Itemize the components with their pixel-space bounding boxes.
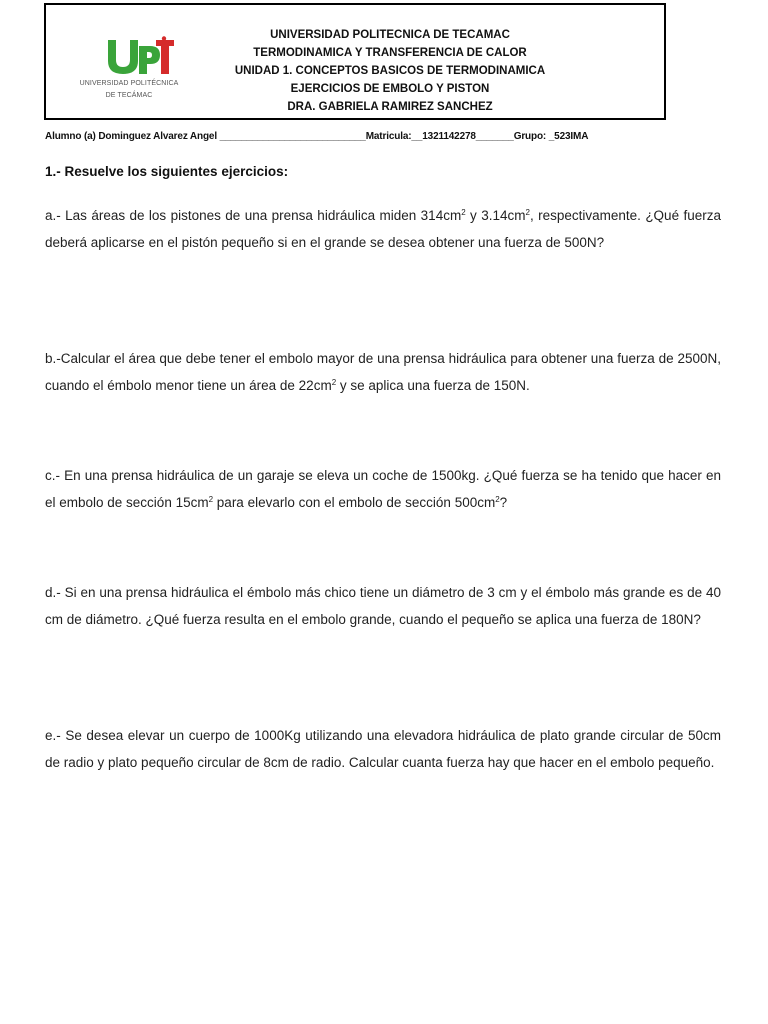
exercise-c-superscript-2: 2 [495, 494, 500, 504]
exercise-e: e.- Se desea elevar un cuerpo de 1000Kg utilizando una elevadora hidráulica de plato grande circular de 50cm de radio y plato pequeño circular de 8cm de radio. Calcular cuanta fuerza hay que hacer en el embolo pequeño. [45, 728, 721, 770]
exercise-a-text-3: , respectivamente. ¿Qué fuerza deberá aplicarse en el pistón pequeño si en el grande se desea obtener una fuerza de 500N? [45, 208, 722, 250]
university-name: UNIVERSIDAD POLITECNICA DE TECAMAC [270, 29, 510, 41]
exercise-b [45, 346, 721, 399]
exercise-b-text-1: b.-Calcular el área que debe tener el embolo mayor de una prensa hidráulica para obtener una fuerza de 2500N, cuando el émbolo menor tiene un área de 22cm [45, 351, 721, 393]
exercise-a-text-2: y 3.14cm [465, 208, 526, 223]
exercise-a [45, 203, 721, 256]
section-title: 1.- Resuelve los siguientes ejercicios: [45, 164, 289, 179]
exercise-c [45, 463, 721, 516]
exercise-a-text-1: a.- Las áreas de los pistones de una prensa hidráulica miden 314cm [45, 208, 462, 223]
header-title-block [200, 26, 580, 116]
exercise-a-superscript-1: 2 [461, 208, 466, 217]
exercise-c-text-3: ? [499, 494, 508, 510]
exercise-c-superscript-1: 2 [208, 494, 214, 504]
upt-logo-mark [106, 36, 176, 76]
exercise-b-text-2: y se aplica una fuerza de 150N. [336, 377, 530, 393]
exercise-c-text-1: c.- En una prensa hidráulica de un garaje se eleva un coche de 1500kg. ¿Qué fuerza se ha tenido que hacer en el embolo de sección 15cm [45, 468, 721, 510]
logo-caption-line1: UNIVERSIDAD POLITÉCNICA [79, 80, 179, 87]
teacher-name: DRA. GABRIELA RAMIREZ SANCHEZ [287, 101, 493, 113]
university-logo [54, 30, 204, 110]
exercise-a-superscript-2: 2 [525, 208, 530, 217]
exercise-d: d.- Si en una prensa hidráulica el émbolo más chico tiene un diámetro de 3 cm y el émbolo más grande es de 40 cm de diámetro. ¿Qué fuerza resulta en el embolo grande, cuando el pequeño se aplica una fuerza de 180N? [45, 585, 721, 627]
course-name: TERMODINAMICA Y TRANSFERENCIA DE CALOR [253, 47, 527, 59]
topic-title: EJERCICIOS DE EMBOLO Y PISTON [290, 83, 490, 95]
student-info-line: Alumno (a) Dominguez Alvarez Angel ___________________________Matricula:__1321142278_______Grupo: _523IMA [45, 131, 589, 142]
logo-caption-line2: DE TECÁMAC [105, 92, 153, 99]
unit-title: UNIDAD 1. CONCEPTOS BASICOS DE TERMODINAMICA [234, 65, 546, 77]
exercise-b-superscript-1: 2 [331, 377, 337, 387]
exercise-c-text-2: para elevarlo con el embolo de sección 500cm [213, 494, 496, 510]
